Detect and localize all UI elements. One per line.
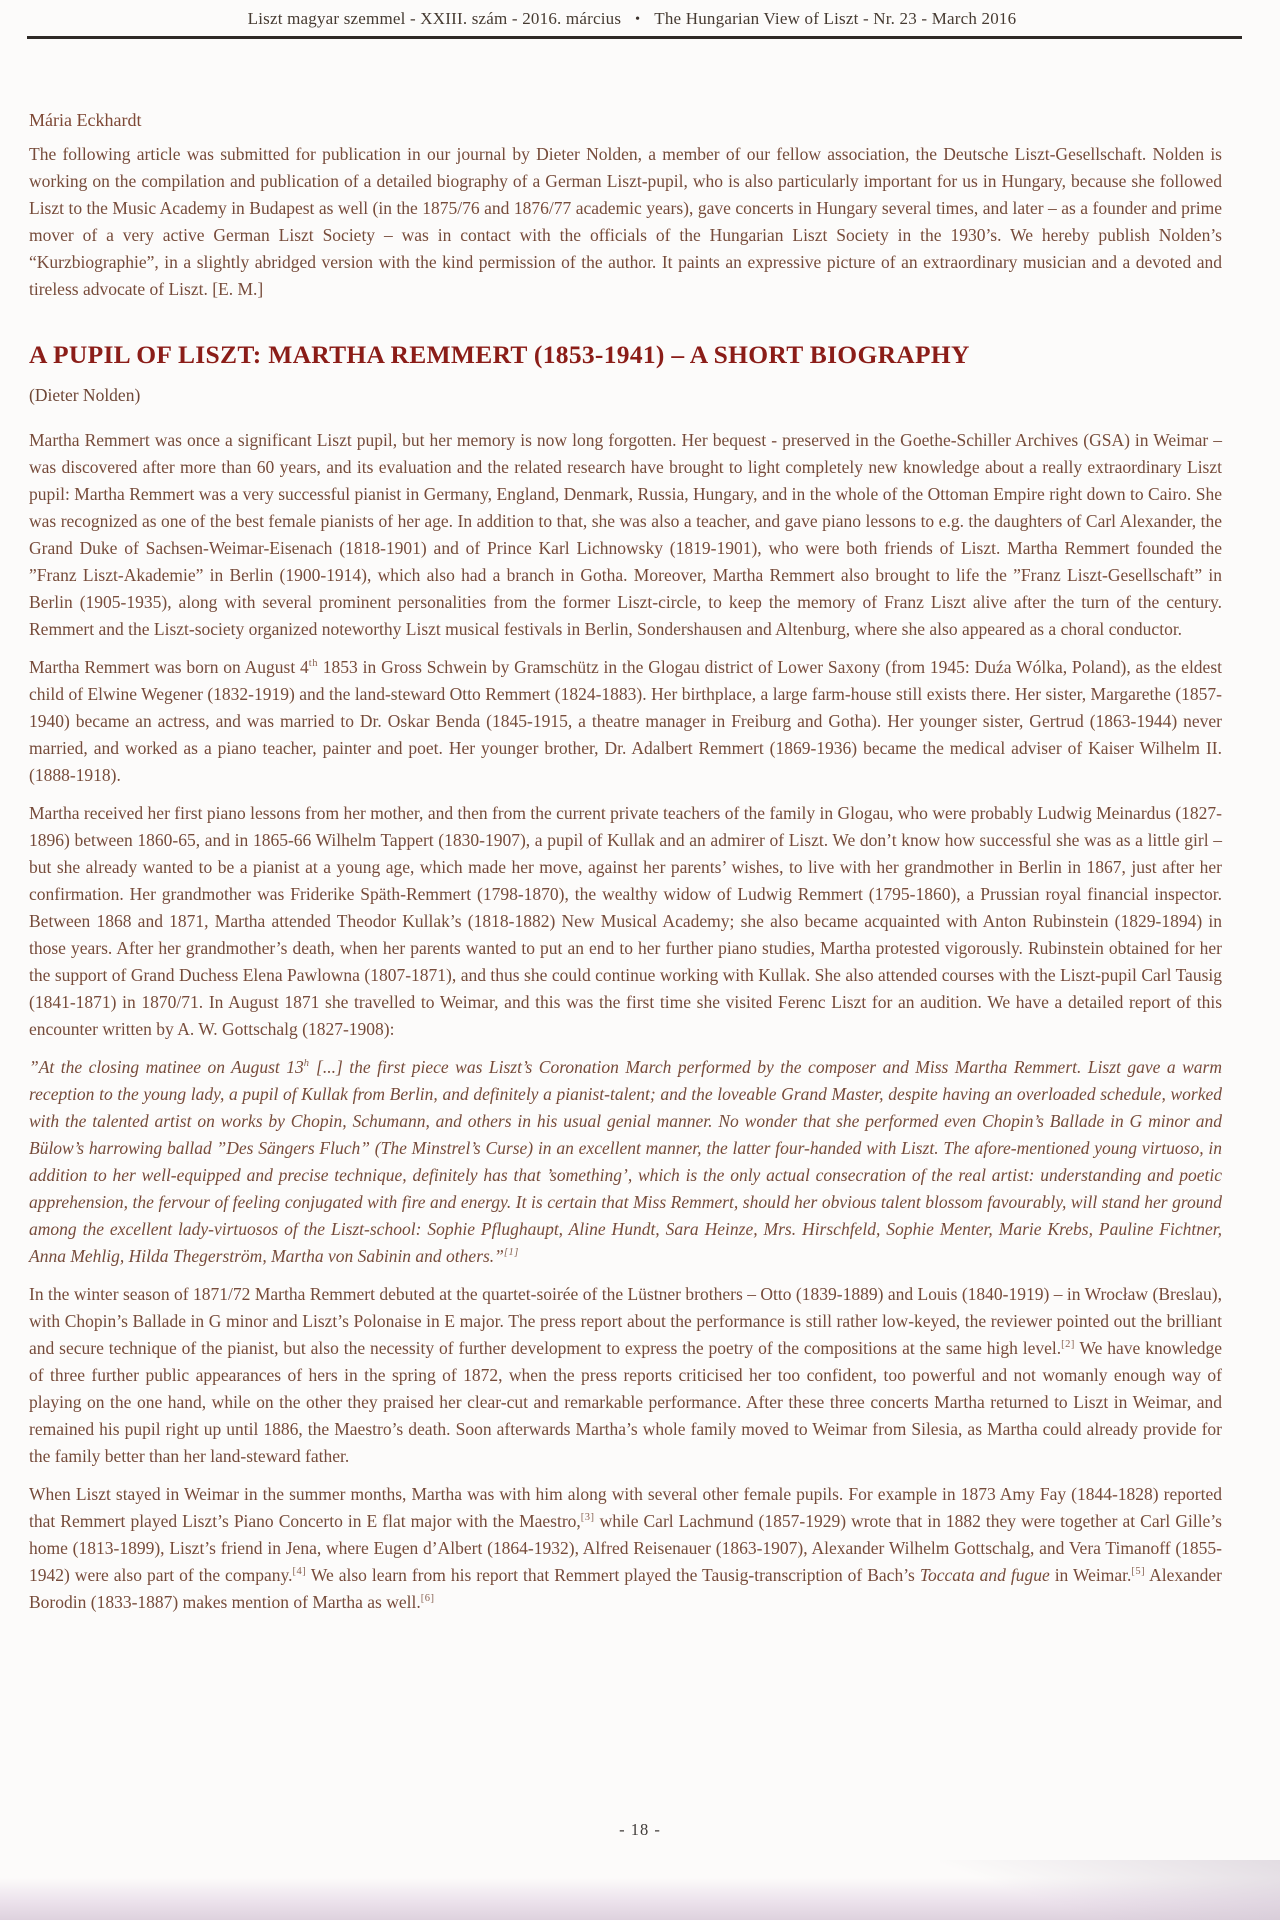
gottschalg-quote-paragraph: ”At the closing matinee on August 13$^h$ [...] the first piece was Liszt’s Coronation March performed by the composer and Miss Martha Remmert. Liszt gave a warm reception to the young lady, a pupil of Kullak from Berlin, and definitely a pianist-talent; and the loveable Grand Master, despite having an overloaded schedule, worked with the talented artist on works by Chopin, Schumann, and others in his usual genial manner. No wonder that she performed even Chopin’s Ballade in G minor and Bülow’s harrowing ballad ”Des Sängers Fluch” (The Minstrel’s Curse) in an excellent manner, the latter four-handed with Liszt. The afore-mentioned young virtuoso, in addition to her well-equipped and precise technique, definitely has that ’something’, which is the only actual consecration of the real artist: understanding and poetic apprehension, the fervour of feeling conjugated with fire and energy. It is certain that Miss Remmert, should her obvious talent blossom favourably, will stand her ground among the excellent lady-virtuosos of the Liszt-school: Sophie Pflughaupt, Aline Hundt, Sara Heinze, Mrs. Hirschfeld, Sophie Menter, Marie Krebs, Pauline Fichtner, Anna Mehlig, Hilda Thegerström, Martha von Sabinin and others.”[1]	[29, 1057, 1222, 1266]
journal-title-hungarian: Liszt magyar szemmel - XXIII. szám - 2016. március	[247, 9, 622, 28]
biography-paragraph-1: Martha Remmert was once a significant Liszt pupil, but her memory is now long forgotten. Her bequest - preserved in the Goethe-Schiller Archives (GSA) in Weimar – was discovered after more than 60 years, and its evaluation and the related research have brought to light completely new knowledge about a really extraordinary Liszt pupil: Martha Remmert was a very successful pianist in Germany, England, Denmark, Russia, Hungary, and in the whole of the Ottoman Empire right down to Cairo. She was recognized as one of the best female pianists of her age. In addition to that, she was also a teacher, and gave piano lessons to e.g. the daughters of Carl Alexander, the Grand Duke of Sachsen-Weimar-Eisenach (1818-1901) and of Prince Karl Lichnowsky (1819-1901), who were both friends of Liszt. Martha Remmert founded the ”Franz Liszt-Akademie” in Berlin (1900-1914), which also had a branch in Gotha. Moreover, Martha Remmert also brought to life the ”Franz Liszt-Gesellschaft” in Berlin (1905-1935), along with several prominent personalities from the former Liszt-circle, to keep the memory of Franz Liszt alive after the turn of the century. Remmert and the Liszt-society organized noteworthy Liszt musical festivals in Berlin, Sondershausen and Altenburg, where she also appeared as a choral conductor.	[29, 430, 1222, 639]
journal-header	[30, 9, 1234, 29]
editor-name: Mária Eckhardt	[29, 110, 142, 130]
editorial-intro-paragraph: The following article was submitted for publication in our journal by Dieter Nolden, a member of our fellow association, the Deutsche Liszt-Gesellschaft. Nolden is working on the compilation and publication of a detailed biography of a German Liszt-pupil, who is also particularly important for us in Hungary, because she followed Liszt to the Music Academy in Budapest as well (in the 1875/76 and 1876/77 academic years), gave concerts in Hungary several times, and later – as a founder and prime mover of a very active German Liszt Society – was in contact with the officials of the Hungarian Liszt Society in the 1930’s. We hereby publish Nolden’s “Kurzbiographie”, in a slightly abridged version with the kind permission of the author. It paints an expressive picture of an extraordinary musician and a devoted and tireless advocate of Liszt. [E. M.]	[29, 144, 1222, 299]
journal-title-english: The Hungarian View of Liszt - Nr. 23 - March 2016	[654, 9, 1017, 28]
bullet-separator-icon: •	[635, 12, 641, 27]
article-byline: (Dieter Nolden)	[29, 385, 141, 405]
article-content	[29, 110, 1222, 1627]
article-title: A PUPIL OF LISZT: MARTHA REMMERT (1853-1941) – A SHORT BIOGRAPHY	[29, 340, 970, 369]
biography-paragraph-4: In the winter season of 1871/72 Martha Remmert debuted at the quartet-soirée of the Lüstner brothers – Otto (1839-1889) and Louis (1840-1919) – in Wrocław (Breslau), with Chopin’s Ballade in G minor and Liszt’s Polonaise in E major. The press report about the performance is still rather low-keyed, the reviewer pointed out the brilliant and secure technique of the pianist, but also the necessity of further development to express the poetry of the compositions at the same high level.[2] We have knowledge of three further public appearances of hers in the spring of 1872, when the press reports criticised her too confident, too powerful and not womanly enough way of playing on the one hand, while on the other they praised her clear-cut and remarkable performance. After these three concerts Martha returned to Liszt in Weimar, and remained his pupil right up until 1886, the Maestro’s death. Soon afterwards Martha’s whole family moved to Weimar from Silesia, as Martha could already provide for the family better than her land-steward father.	[29, 1284, 1222, 1466]
header-divider	[27, 36, 1242, 39]
biography-paragraph-2: Martha Remmert was born on August 4th 1853 in Gross Schwein by Gramschütz in the Glogau district of Lower Saxony (from 1945: Duźa Wólka, Poland), as the eldest child of Elwine Wegener (1832-1919) and the land-steward Otto Remmert (1824-1883). Her birthplace, a large farm-house still exists there. Her sister, Margarethe (1857-1940) became an actress, and was married to Dr. Oskar Benda (1845-1915, a theatre manager in Freiburg and Gotha). Her younger sister, Gertrud (1863-1944) never married, and worked as a piano teacher, painter and poet. Her younger brother, Dr. Adalbert Remmert (1869-1936) became the medical adviser of Kaiser Wilhelm II. (1888-1918).	[29, 657, 1223, 785]
biography-paragraph-3: Martha received her first piano lessons from her mother, and then from the current private teachers of the family in Glogau, who were probably Ludwig Meinardus (1827-1896) between 1860-65, and in 1865-66 Wilhelm Tappert (1830-1907), a pupil of Kullak and an admirer of Liszt. We don’t know how successful she was as a little girl – but she already wanted to be a pianist at a young age, which made her move, against her parents’ wishes, to live with her grandmother in Berlin in 1867, just after her confirmation. Her grandmother was Friderike Späth-Remmert (1798-1870), the wealthy widow of Ludwig Remmert (1795-1860), a Prussian royal financial inspector. Between 1868 and 1871, Martha attended Theodor Kullak’s (1818-1882) New Musical Academy; she also became acquainted with Anton Rubinstein (1829-1894) in those years. After her grandmother’s death, when her parents wanted to put an end to her further piano studies, Martha protested vigorously. Rubinstein obtained for her the support of Grand Duchess Elena Pawlowna (1807-1871), and thus she could continue working with Kullak. She also attended courses with the Liszt-pupil Carl Tausig (1841-1871) in 1870/71. In August 1871 she travelled to Weimar, and this was the first time she visited Ferenc Liszt for an audition. We have a detailed report of this encounter written by A. W. Gottschalg (1827-1908):	[29, 803, 1222, 1039]
page-number: - 18 -	[619, 1820, 661, 1839]
biography-paragraph-5: When Liszt stayed in Weimar in the summer months, Martha was with him along with several other female pupils. For example in 1873 Amy Fay (1844-1828) reported that Remmert played Liszt’s Piano Concerto in E flat major with the Maestro,[3] while Carl Lachmund (1857-1929) wrote that in 1882 they were together at Carl Gille’s home (1813-1899), Liszt’s friend in Jena, where Eugen d’Albert (1864-1932), Alfred Reisenauer (1863-1907), Alexander Wilhelm Gottschalg, and Vera Timanoff (1855-1942) were also part of the company.[4] We also learn from his report that Remmert played the Tausig-transcription of Bach’s Toccata and fugue in Weimar.[5] Alexander Borodin (1833-1887) makes mention of Martha as well.[6]	[29, 1484, 1222, 1612]
scan-corner-shadow	[940, 1860, 1280, 1920]
